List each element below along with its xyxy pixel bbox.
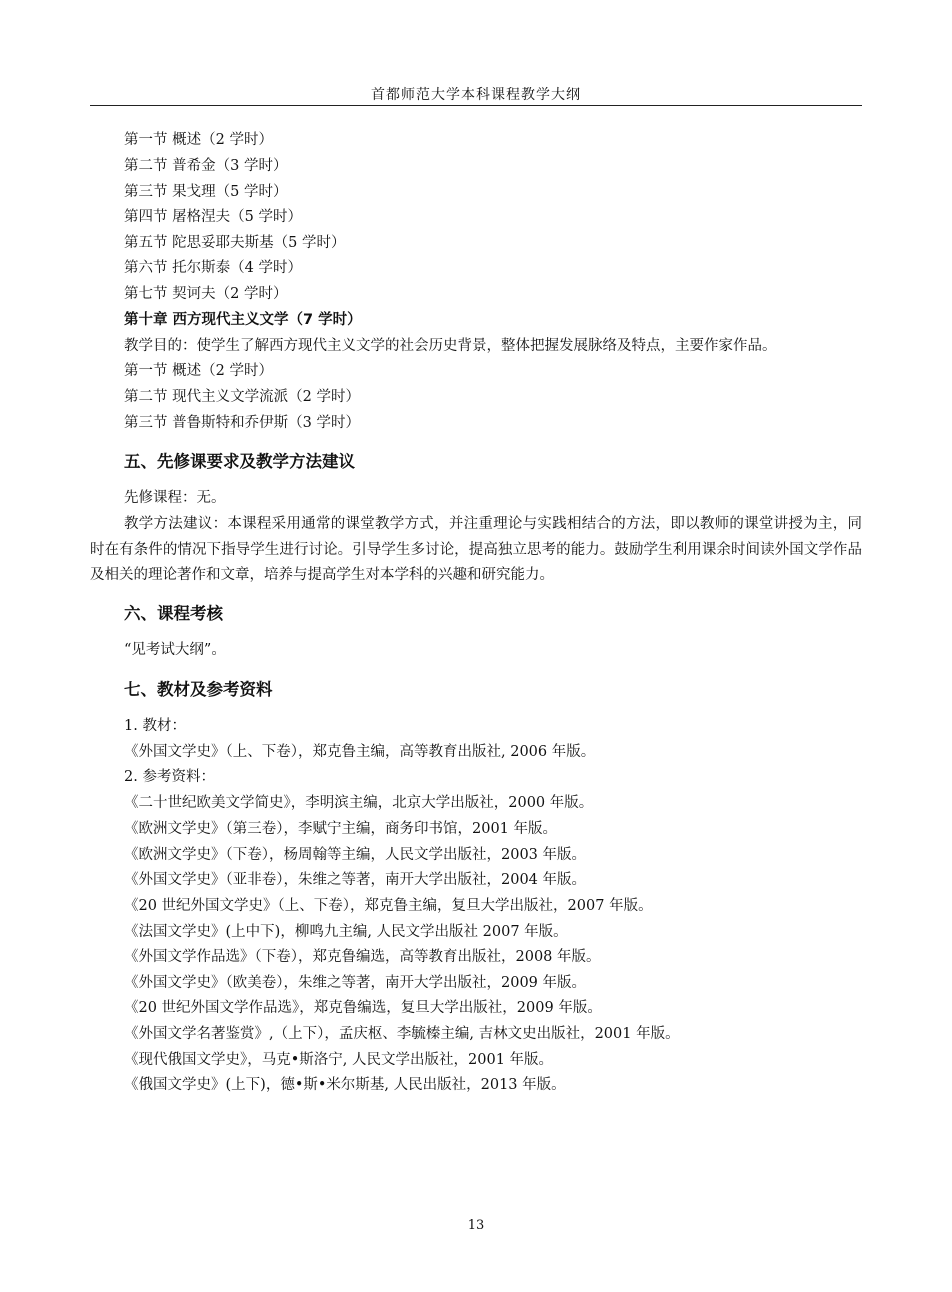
header-rule — [90, 105, 862, 106]
ch9-section-2: 第二节 普希金（3 学时） — [124, 158, 288, 174]
reference-1: 《二十世纪欧美文学简史》，李明滨主编，北京大学出版社，2000 年版。 — [124, 795, 594, 811]
ch10-section-1: 第一节 概述（2 学时） — [124, 363, 273, 379]
ch10-section-3: 第三节 普鲁斯特和乔伊斯（3 学时） — [124, 415, 360, 431]
reference-4: 《外国文学史》（亚非卷），朱维之等著，南开大学出版社，2004 年版。 — [124, 872, 587, 888]
teaching-method-paragraph: 教学方法建议：本课程采用通常的课堂教学方式，并注重理论与实践相结合的方法，即以教师的课堂讲授为主，同时在有条件的情况下指导学生进行讨论。引导学生多讨论，提高独立思考的能力。鼓励学生利用课余时间读外国文学作品及相关的理论著作和文章，培养与提高学生对本学科的兴趣和研究能力。 — [90, 516, 862, 583]
reference-6: 《法国文学史》(上中下)，柳鸣九主编, 人民文学出版社 2007 年版。 — [124, 924, 568, 940]
reference-10: 《外国文学名著鉴赏》,（上下），孟庆枢、李毓榛主编, 吉林文史出版社，2001 年版。 — [124, 1026, 680, 1042]
ch9-section-4: 第四节 屠格涅夫（5 学时） — [124, 209, 302, 225]
reference-12: 《俄国文学史》(上下)，德•斯•米尔斯基, 人民出版社，2013 年版。 — [124, 1077, 566, 1093]
ch9-section-5: 第五节 陀思妥耶夫斯基（5 学时） — [124, 235, 346, 251]
page-header: 首都师范大学本科课程教学大纲 — [371, 87, 581, 103]
exam-text: “见考试大纲”。 — [124, 642, 226, 658]
textbook-label: 1. 教材： — [124, 718, 186, 734]
refs-label: 2. 参考资料： — [124, 769, 215, 785]
reference-5: 《20 世纪外国文学史》（上、下卷），郑克鲁主编，复旦大学出版社，2007 年版。 — [124, 898, 653, 914]
ch10-goal: 教学目的：使学生了解西方现代主义文学的社会历史背景，整体把握发展脉络及特点，主要作家作品。 — [124, 338, 777, 354]
section6-heading: 六、课程考核 — [124, 604, 223, 623]
ch9-section-6: 第六节 托尔斯泰（4 学时） — [124, 260, 302, 276]
reference-9: 《20 世纪外国文学作品选》，郑克鲁编选，复旦大学出版社，2009 年版。 — [124, 1000, 602, 1016]
ch9-section-1: 第一节 概述（2 学时） — [124, 132, 273, 148]
section5-heading: 五、先修课要求及教学方法建议 — [124, 452, 355, 471]
ch10-title: 第十章 西方现代主义文学（7 学时） — [124, 312, 362, 328]
prereq-text: 先修课程：无。 — [124, 490, 226, 506]
ch9-section-3: 第三节 果戈理（5 学时） — [124, 184, 288, 200]
ch9-section-7: 第七节 契诃夫（2 学时） — [124, 286, 288, 302]
ch10-section-2: 第二节 现代主义文学流派（2 学时） — [124, 389, 360, 405]
reference-11: 《现代俄国文学史》，马克•斯洛宁, 人民文学出版社，2001 年版。 — [124, 1052, 554, 1068]
reference-7: 《外国文学作品选》（下卷），郑克鲁编选，高等教育出版社，2008 年版。 — [124, 949, 601, 965]
reference-8: 《外国文学史》（欧美卷），朱维之等著，南开大学出版社，2009 年版。 — [124, 975, 587, 991]
section7-heading: 七、教材及参考资料 — [124, 680, 273, 699]
page-number: 13 — [467, 1218, 485, 1233]
reference-2: 《欧洲文学史》（第三卷），李赋宁主编，商务印书馆，2001 年版。 — [124, 821, 558, 837]
textbook-entry: 《外国文学史》（上、下卷），郑克鲁主编，高等教育出版社, 2006 年版。 — [124, 744, 596, 760]
reference-3: 《欧洲文学史》（下卷），杨周翰等主编，人民文学出版社，2003 年版。 — [124, 847, 587, 863]
